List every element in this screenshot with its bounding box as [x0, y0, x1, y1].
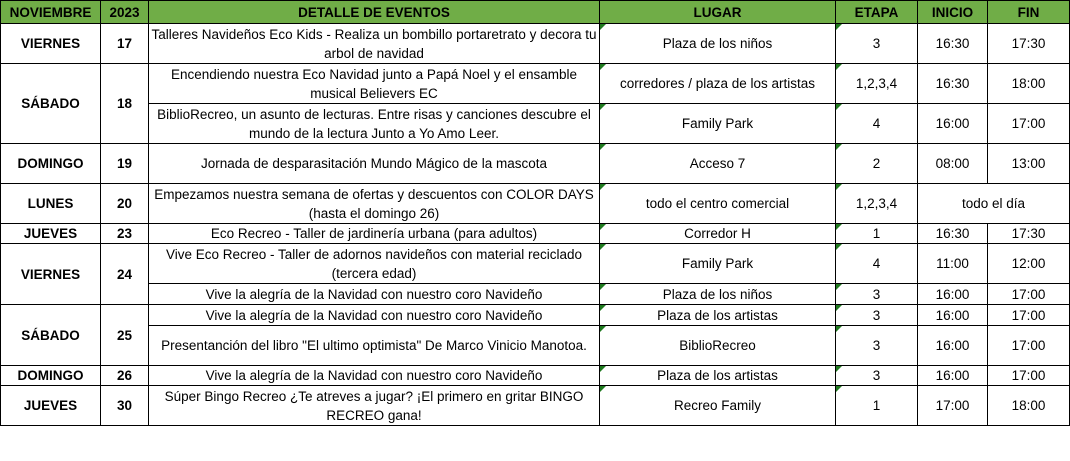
- event-stage: 2: [836, 144, 918, 184]
- event-detail: Súper Bingo Recreo ¿Te atreves a jugar? ¡El primero en gritar BINGO RECREO gana!: [149, 386, 600, 426]
- event-detail: Vive la alegría de la Navidad con nuestro coro Navideño: [149, 366, 600, 386]
- day-name: DOMINGO: [1, 144, 101, 184]
- day-name: SÁBADO: [1, 64, 101, 144]
- event-stage: 3: [836, 366, 918, 386]
- event-detail: Talleres Navideños Eco Kids - Realiza un bombillo portaretrato y decora tu arbol de navidad: [149, 24, 600, 64]
- event-end: 18:00: [988, 64, 1070, 104]
- event-place: Acceso 7: [600, 144, 836, 184]
- table-row: [1, 305, 1070, 326]
- event-place: Family Park: [600, 244, 836, 284]
- event-start: 16:00: [918, 326, 988, 366]
- header-row: [1, 1, 1070, 24]
- event-end: 17:30: [988, 224, 1070, 244]
- day-number: 26: [101, 366, 149, 386]
- event-detail: Presentanción del libro "El ultimo optimista" De Marco Vinicio Manotoa.: [149, 326, 600, 366]
- header-stage: ETAPA: [836, 1, 918, 24]
- event-detail: Vive la alegría de la Navidad con nuestro coro Navideño: [149, 305, 600, 326]
- event-end: 13:00: [988, 144, 1070, 184]
- day-name: JUEVES: [1, 224, 101, 244]
- event-place: BiblioRecreo: [600, 326, 836, 366]
- header-place: LUGAR: [600, 1, 836, 24]
- day-number: 20: [101, 184, 149, 224]
- event-stage: 4: [836, 104, 918, 144]
- event-all-day: todo el día: [918, 184, 1070, 224]
- day-number: 30: [101, 386, 149, 426]
- header-end: FIN: [988, 1, 1070, 24]
- event-start: 17:00: [918, 386, 988, 426]
- day-number: 24: [101, 244, 149, 305]
- table-row: [1, 64, 1070, 104]
- day-name: SÁBADO: [1, 305, 101, 366]
- event-start: 16:30: [918, 224, 988, 244]
- table-row: [1, 104, 1070, 144]
- event-stage: 1: [836, 386, 918, 426]
- header-details: DETALLE DE EVENTOS: [149, 1, 600, 24]
- day-name: JUEVES: [1, 386, 101, 426]
- event-place: Plaza de los artistas: [600, 366, 836, 386]
- table-row: [1, 284, 1070, 305]
- event-end: 12:00: [988, 244, 1070, 284]
- table-row: [1, 144, 1070, 184]
- event-place: todo el centro comercial: [600, 184, 836, 224]
- event-detail: Jornada de desparasitación Mundo Mágico de la mascota: [149, 144, 600, 184]
- event-start: 16:00: [918, 305, 988, 326]
- event-stage: 3: [836, 326, 918, 366]
- header-year: 2023: [101, 1, 149, 24]
- day-name: LUNES: [1, 184, 101, 224]
- table-row: [1, 326, 1070, 366]
- header-month: NOVIEMBRE: [1, 1, 101, 24]
- event-detail: Vive Eco Recreo - Taller de adornos navideños con material reciclado (tercera edad): [149, 244, 600, 284]
- event-start: 08:00: [918, 144, 988, 184]
- event-stage: 1,2,3,4: [836, 64, 918, 104]
- event-end: 17:30: [988, 24, 1070, 64]
- day-number: 19: [101, 144, 149, 184]
- event-stage: 4: [836, 244, 918, 284]
- day-number: 18: [101, 64, 149, 144]
- day-number: 17: [101, 24, 149, 64]
- event-detail: Encendiendo nuestra Eco Navidad junto a Papá Noel y el ensamble musical Believers EC: [149, 64, 600, 104]
- event-place: Corredor H: [600, 224, 836, 244]
- event-place: Plaza de los niños: [600, 284, 836, 305]
- event-place: Recreo Family: [600, 386, 836, 426]
- table-row: [1, 244, 1070, 284]
- event-detail: Vive la alegría de la Navidad con nuestro coro Navideño: [149, 284, 600, 305]
- event-stage: 1: [836, 224, 918, 244]
- day-name: VIERNES: [1, 244, 101, 305]
- event-start: 16:00: [918, 284, 988, 305]
- table-row: [1, 386, 1070, 426]
- event-place: Family Park: [600, 104, 836, 144]
- table-row: [1, 184, 1070, 224]
- event-end: 17:00: [988, 305, 1070, 326]
- event-stage: 3: [836, 24, 918, 64]
- day-number: 23: [101, 224, 149, 244]
- event-end: 17:00: [988, 366, 1070, 386]
- event-place: corredores / plaza de los artistas: [600, 64, 836, 104]
- event-start: 11:00: [918, 244, 988, 284]
- event-stage: 1,2,3,4: [836, 184, 918, 224]
- event-end: 17:00: [988, 284, 1070, 305]
- day-number: 25: [101, 305, 149, 366]
- day-name: VIERNES: [1, 24, 101, 64]
- event-end: 18:00: [988, 386, 1070, 426]
- header-start: INICIO: [918, 1, 988, 24]
- event-start: 16:00: [918, 104, 988, 144]
- event-detail: BiblioRecreo, un asunto de lecturas. Entre risas y canciones descubre el mundo de la lectura Junto a Yo Amo Leer.: [149, 104, 600, 144]
- event-detail: Eco Recreo - Taller de jardinería urbana (para adultos): [149, 224, 600, 244]
- event-start: 16:30: [918, 64, 988, 104]
- event-end: 17:00: [988, 326, 1070, 366]
- event-start: 16:30: [918, 24, 988, 64]
- event-stage: 3: [836, 305, 918, 326]
- day-name: DOMINGO: [1, 366, 101, 386]
- event-stage: 3: [836, 284, 918, 305]
- event-place: Plaza de los niños: [600, 24, 836, 64]
- table-row: [1, 224, 1070, 244]
- event-start: 16:00: [918, 366, 988, 386]
- table-row: [1, 24, 1070, 64]
- event-detail: Empezamos nuestra semana de ofertas y descuentos con COLOR DAYS (hasta el domingo 26): [149, 184, 600, 224]
- event-end: 17:00: [988, 104, 1070, 144]
- table-row: [1, 366, 1070, 386]
- event-place: Plaza de los artistas: [600, 305, 836, 326]
